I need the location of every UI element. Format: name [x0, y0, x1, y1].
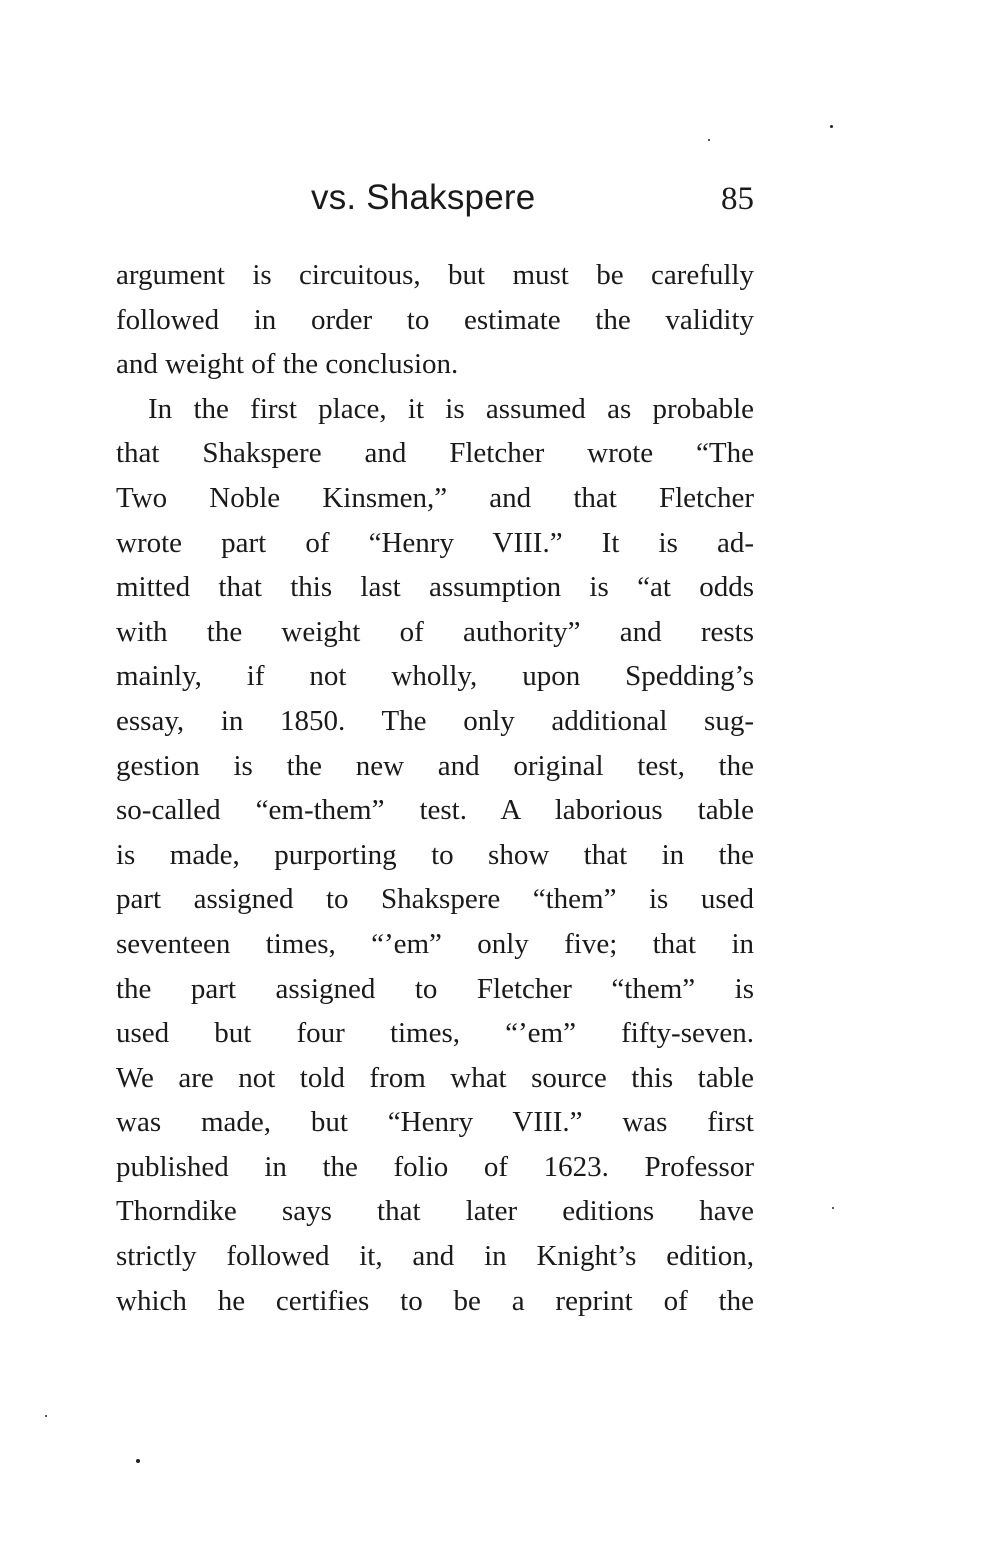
text-line: used but four times, “’em” fifty-seven.	[116, 1017, 754, 1050]
page-number: 85	[721, 181, 754, 217]
text-line: We are not told from what source this table	[116, 1061, 754, 1094]
text-line: that Shakspere and Fletcher wrote “The	[116, 437, 754, 470]
body-text	[116, 253, 754, 1323]
text-line: wrote part of “Henry VIII.” It is ad-	[116, 526, 754, 559]
text-line: gestion is the new and original test, the	[116, 749, 754, 782]
text-line: so-called “em-them” test. A laborious table	[116, 794, 754, 827]
text-line: essay, in 1850. The only additional sug-	[116, 704, 754, 737]
text-line: followed in order to estimate the validity	[116, 303, 754, 336]
running-title: vs. Shakspere	[311, 178, 536, 217]
text-line: seventeen times, “’em” only five; that in	[116, 927, 754, 960]
text-line: and weight of the conclusion.	[116, 348, 459, 381]
text-line: Thorndike says that later editions have	[116, 1195, 754, 1228]
text-line: part assigned to Shakspere “them” is used	[116, 883, 754, 916]
running-head	[116, 178, 754, 228]
text-line: argument is circuitous, but must be carefully	[116, 259, 754, 291]
scan-speck	[830, 125, 833, 128]
text-line: is made, purporting to show that in the	[116, 838, 754, 871]
text-line: published in the folio of 1623. Professor	[116, 1150, 754, 1183]
scan-speck	[708, 139, 710, 141]
text-line: which he certifies to be a reprint of the	[116, 1284, 754, 1317]
scan-speck	[832, 1207, 834, 1209]
text-line: was made, but “Henry VIII.” was first	[116, 1106, 754, 1139]
scan-speck	[136, 1459, 140, 1463]
text-line: the part assigned to Fletcher “them” is	[116, 972, 754, 1005]
scan-speck	[45, 1415, 47, 1417]
text-line: In the first place, it is assumed as probable	[148, 392, 754, 425]
text-line: mitted that this last assumption is “at odds	[116, 571, 754, 604]
text-line: mainly, if not wholly, upon Spedding’s	[116, 660, 754, 693]
text-line: strictly followed it, and in Knight’s edition,	[116, 1240, 754, 1273]
text-line: Two Noble Kinsmen,” and that Fletcher	[116, 481, 754, 514]
text-line: with the weight of authority” and rests	[116, 615, 754, 648]
